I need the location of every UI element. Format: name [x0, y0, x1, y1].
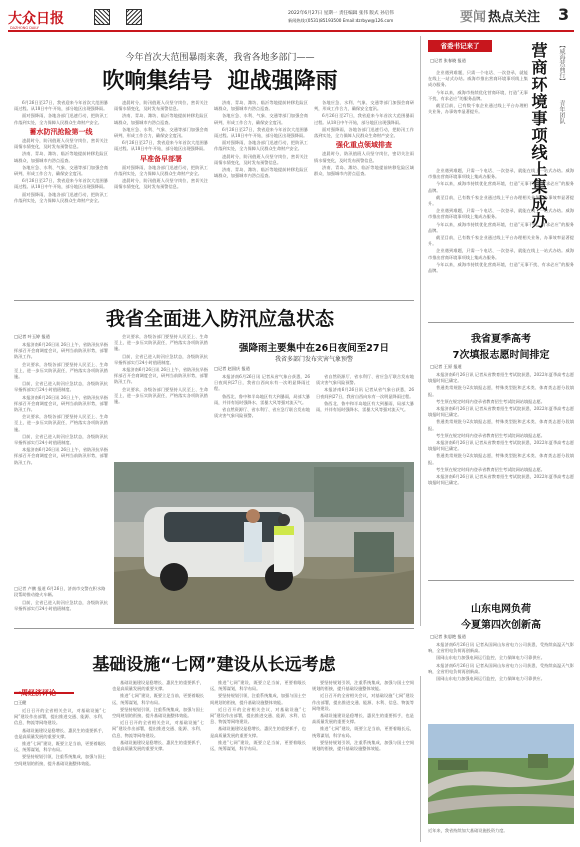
lead-para: 面对强降雨，各地各部门迅速行动，把防汛工作落到实处，全力保障人民群众生命财产安全。 — [14, 113, 108, 125]
bottom-para: 要坚持规划引领，注重系统集成，加强与国土空间规划的衔接，提升基础设施整体效能。 — [312, 680, 414, 692]
lead-subhead-3: 强化重点领域排查 — [336, 141, 392, 150]
sidebar-para: 今年以来，威海市持续优化营商环境，打造“无事不扰、有求必应”的服务品牌。 — [428, 181, 574, 193]
logo-text: 大众日报 — [8, 11, 64, 27]
main-byline: □记者 叶玉婷 报道 — [14, 334, 50, 339]
bottom-headline: 基础设施“七网”建设从长远考虑 — [92, 655, 336, 675]
main-para: 目前，全省已进入防汛应急状态，各级防汛抗旱指挥部实行24小时值班制度。 — [14, 600, 108, 612]
lead-para: 凌晨时分，防汛值班人员坚守岗位，密切关注雨情水情变化，及时发布预警信息。 — [114, 178, 208, 190]
lead-para: 各地应急、水利、气象、交通等部门加强会商研判，形成工作合力，确保安全度汛。 — [314, 100, 414, 112]
exam-para: 普通类常规批分2次填报志愿，特殊类型批和艺术类、体育类志愿分段填报。 — [428, 453, 574, 465]
lead-col-4 — [314, 100, 414, 300]
lead-col-2 — [114, 100, 208, 300]
weather-col-2 — [316, 374, 414, 460]
sidebar-para: 截至目前，已有数千家企业通过线上平台办理相关业务，办事效率显著提升。 — [428, 103, 528, 115]
bottom-para: 要坚持规划引领，注重系统集成，加强与国土空间规划的衔接，提升基础设施整体效能。 — [210, 693, 306, 705]
exam-byline: □记者 王原 报道 — [430, 364, 462, 369]
power-headline-2: 今夏第四次创新高 — [461, 620, 541, 631]
power-headline: 山东电网负荷 — [471, 604, 531, 615]
bottom-para: 要坚持规划引领，注重系统集成，加强与国土空间规划的衔接，提升基础设施整体效能。 — [112, 706, 204, 719]
bottom-para: 近日召开的全省相关会议，对基础设施“七网”建设作出部署，提出推进交通、能源、水利、信息、物流等网络建设。 — [112, 720, 204, 738]
page-number: 3 — [558, 5, 570, 24]
exam-para: 本报济南6月26日讯 记者从省教育招生考试院获悉，2022年夏季高考志愿填报时间已确定。 — [428, 406, 574, 418]
bottom-para: 推进“七网”建设，既要立足当前，更要着眼长远，统筹谋划，科学布局。 — [112, 693, 204, 705]
weather-para: 鲁西北、鲁中和半岛地区有大到暴雨，局部大暴雨，并伴有短时强降水、雷暴大风等强对流天气。 — [316, 400, 414, 413]
lead-bottom-rule — [14, 300, 414, 301]
bottom-para: 推进“七网”建设，既要立足当前，更要着眼长远，统筹谋划，科学布局。 — [312, 726, 414, 738]
sidebar-vertical-sub: 【威海营商行】 — [558, 42, 565, 84]
sidebar-para: 企业遇到难题，只需一个电话、一次登录，就能在线上一站式办结。威海市推出营商环境事项线上集成办服务。 — [428, 208, 574, 220]
lead-para: 各地应急、水利、气象、交通等部门加强会商研判，形成工作合力，确保安全度汛。 — [114, 126, 208, 139]
lead-para: 济南、青岛、潍坊、临沂等地提前转移危险区域群众，加强城市内涝点巡查。 — [214, 100, 308, 112]
lead-col-1 — [14, 100, 108, 300]
exam-para: 普通类常规批分2次填报志愿，特殊类型批和艺术类、体育类志愿分段填报。 — [428, 385, 574, 397]
newspaper-logo — [8, 8, 64, 28]
sidebar-para: 截至目前，已有数千家企业通过线上平台办理相关业务，办事效率显著提升。 — [428, 235, 574, 247]
lead-para: 各地应急、水利、气象、交通等部门加强会商研判，形成工作合力，确保安全度汛。 — [14, 164, 108, 177]
exam-para: 考生须在规定时间内登录省教育招生考试院网站填报志愿。 — [436, 398, 545, 404]
main-para: 本报济南6月26日讯 26日上午，省防汛抗旱指挥部召开会商调度会议，研判当前防汛形势，部署防汛工作。 — [114, 367, 208, 385]
sidebar-rule-2 — [428, 580, 574, 581]
sidebar-vertical-sub2: 青年团队 — [558, 100, 565, 124]
power-para: 国网山东电力加强电网运行监控，全力保障电力可靠供应。 — [436, 655, 545, 661]
lead-col-3 — [214, 100, 308, 300]
bottom-divider — [420, 676, 421, 842]
highway-photo-illustration — [428, 724, 574, 824]
sidebar-body-top — [428, 70, 528, 166]
sidebar-para: 今年以来，威海市持续优化营商环境，打造“无事不扰、有求必应”的服务品牌。 — [428, 221, 574, 233]
bottom-para: 近日召开的全省相关会议，对基础设施“七网”建设作出部署，提出推进交通、能源、水利、信息、物流等网络建设。 — [14, 708, 106, 726]
lead-para: 济南、青岛、潍坊、临沂等地提前转移危险区域群众，加强城市内涝点巡查。 — [114, 113, 208, 125]
bottom-col-4 — [312, 680, 414, 840]
main-col-2 — [114, 334, 208, 454]
lead-para: 面对强降雨，各地各部门迅速行动，把防汛工作落到实处，全力保障人民群众生命财产安全。 — [214, 140, 308, 152]
bottom-para: 要坚持规划引领，注重系统集成，加强与国土空间规划的衔接，提升基础设施整体效能。 — [312, 739, 414, 752]
sidebar-para: 企业遇到难题，只需一个电话、一次登录，就能在线上一站式办结。威海市推出营商环境事项线上集成办服务。 — [428, 248, 574, 260]
sidebar-vertical-title: 营商环境事项线上集成办 — [529, 42, 548, 229]
bottom-para: 基础设施建设是稳增长、惠民生的重要抓手，也是高质量发展的重要支撑。 — [210, 726, 306, 738]
power-para: 本报济南6月26日讯 记者从国网山东省电力公司获悉，受持续高温天气影响，全省用电负荷再创新高。 — [428, 662, 574, 674]
main-para: 目前，全省已进入防汛应急状态，各级防汛抗旱指挥部实行24小时值班制度。 — [14, 433, 108, 446]
bottom-para: 推进“七网”建设，既要立足当前，更要着眼长远，统筹谋划，科学布局。 — [210, 739, 306, 752]
meta-line-2: 新闻热线:(0531)85193500 Email:dzrbyw@126.com — [288, 18, 394, 23]
sidebar-para: 企业遇到难题，只需一个电话、一次登录，就能在线上一站式办结。威海市推出营商环境事项线上集成办服务。 — [428, 168, 574, 180]
weather-para: 省自然资源厅、省水利厅、省应急厅联合发布地质灾害气象风险预警。 — [214, 407, 310, 419]
lead-kicker: 今年首次大范围暴雨来袭，我省各地多部门—— — [125, 53, 315, 63]
lead-para: 6月26日至27日，我省迎来今年首次大范围暴雨过程。从18日中午开始，部分地区出现强降雨。 — [14, 178, 108, 190]
mid-rule — [14, 628, 414, 629]
bottom-col-3 — [210, 680, 306, 840]
bottom-para: 要坚持规划引领，注重系统集成，加强与国土空间规划的衔接，提升基础设施整体效能。 — [14, 754, 106, 766]
main-para: 本报济南6月26日讯 26日上午，省防汛抗旱指挥部召开会商调度会议，研判当前防汛形势，部署防汛工作。 — [14, 447, 108, 465]
lead-para: 面对强降雨，各地各部门迅速行动，把防汛工作落到实处，全力保障人民群众生命财产安全。 — [14, 191, 108, 203]
weather-para: 本报济南6月26日讯 记者从省气象台获悉，26日夜间到27日，我省自西向东有一次明显降雨过程。 — [316, 387, 414, 399]
exam-para: 本报济南6月26日讯 记者从省教育招生考试院获悉，2022年夏季高考志愿填报时间已确定。 — [428, 440, 574, 452]
sidebar-byline: □记者 张春晓 报道 — [430, 58, 466, 63]
bottom-para: 近日召开的全省相关会议，对基础设施“七网”建设作出部署，提出推进交通、能源、水利、信息、物流等网络建设。 — [210, 706, 306, 725]
main-para: 会议要求，各级各部门要坚持人民至上、生命至上，进一步压实防汛责任，严格落实各项防汛措施。 — [14, 414, 108, 432]
exam-para: 本报济南6月26日讯 记者从省教育招生考试院获悉，2022年夏季高考志愿填报时间已确定。 — [428, 474, 574, 486]
main-para: 本报济南6月26日讯 26日上午，省防汛抗旱指挥部召开会商调度会议，研判当前防汛形势，部署防汛工作。 — [14, 342, 108, 360]
lead-para: 济南、青岛、潍坊、临沂等地提前转移危险区域群众，加强城市内涝点巡查。 — [314, 164, 414, 177]
exam-para: 考生须在规定时间内登录省教育招生考试院网站填报志愿。 — [436, 432, 545, 438]
lead-para: 6月26日至27日，我省迎来今年首次大范围暴雨过程。从18日中午开始，部分地区出现强降雨。 — [214, 126, 308, 139]
sidebar-para: 截至目前，已有数千家企业通过线上平台办理相关业务，办事效率显著提升。 — [428, 194, 574, 207]
column-tag-label: 一周经济评论 — [14, 689, 56, 697]
lead-para: 面对强降雨，各地各部门迅速行动，把防汛工作落到实处，全力保障人民群众生命财产安全。 — [314, 126, 414, 139]
sidebar-para: 今年以来，威海市持续优化营商环境，打造“无事不扰、有求必应”的服务品牌。 — [428, 89, 528, 101]
lead-para: 凌晨时分，防汛值班人员坚守岗位，密切关注雨情水情变化，及时发布预警信息。 — [14, 138, 108, 150]
photo-caption: □记者 卢鹏 报道 6月26日，济南市交警在积水路段帮助推动熄火车辆。 — [14, 586, 106, 597]
qr-code-icon-2 — [126, 9, 142, 25]
exam-headline: 我省夏季高考 — [471, 334, 531, 345]
logo-sub: DAZHONG DAILY — [10, 26, 39, 30]
lead-para: 6月26日至27日，我省迎来今年首次大范围暴雨过程。从18日中午开始，部分地区出现强降雨。 — [114, 140, 208, 152]
main-col-1b — [14, 600, 108, 624]
lead-para: 凌晨时分，防汛值班人员坚守岗位，密切关注雨情水情变化，及时发布预警信息。 — [314, 151, 414, 163]
lead-para: 济南、青岛、潍坊、临沂等地提前转移危险区域群众，加强城市内涝点巡查。 — [14, 151, 108, 163]
main-para: 会议要求，各级各部门要坚持人民至上、生命至上，进一步压实防汛责任，严格落实各项防汛措施。 — [114, 334, 208, 352]
bottom-para: 基础设施建设是稳增长、惠民生的重要抓手，也是高质量发展的重要支撑。 — [112, 739, 204, 752]
highway-photo — [428, 724, 574, 824]
lead-para: 6月26日至27日，我省迎来今年首次大范围暴雨过程。从18日中午开始，部分地区出现强降雨。 — [14, 100, 108, 112]
sidebar-divider — [420, 36, 421, 626]
weather-headline: 强降雨主要集中在26日夜间至27日 — [239, 343, 389, 354]
qr-code-icon — [94, 9, 110, 25]
column-tag — [14, 680, 74, 697]
weather-para: 鲁西北、鲁中和半岛地区有大到暴雨，局部大暴雨，并伴有短时强降水、雷暴大风等强对流天气。 — [214, 393, 310, 405]
main-para: 会议要求，各级各部门要坚持人民至上、生命至上，进一步压实防汛责任，严格落实各项防汛措施。 — [114, 386, 208, 405]
bottom-para: 推进“七网”建设，既要立足当前，更要着眼长远，统筹谋划，科学布局。 — [14, 741, 106, 753]
bottom-byline: □王健 — [14, 700, 27, 705]
lead-para: 面对强降雨，各地各部门迅速行动，把防汛工作落到实处，全力保障人民群众生命财产安全。 — [114, 164, 208, 177]
power-para: 本报济南6月26日讯 记者从国网山东省电力公司获悉，受持续高温天气影响，全省用电负荷再创新高。 — [428, 642, 574, 654]
sidebar-body-bottom — [428, 168, 574, 318]
lead-para: 6月26日至27日，我省迎来今年首次大范围暴雨过程。从18日中午开始，部分地区出现强降雨。 — [314, 113, 414, 125]
power-byline: □记者 张思艳 报道 — [430, 634, 466, 639]
main-para: 目前，全省已进入防汛应急状态，各级防汛抗旱指挥部实行24小时值班制度。 — [114, 353, 208, 365]
lead-para: 凌晨时分，防汛值班人员坚守岗位，密切关注雨情水情变化，及时发布预警信息。 — [114, 100, 208, 112]
bottom-para: 基础设施建设是稳增长、惠民生的重要抓手，也是高质量发展的重要支撑。 — [14, 727, 106, 739]
exam-headline-2: 7次填报志愿时间排定 — [452, 350, 550, 361]
lead-subhead-2: 早准备早部署 — [140, 154, 182, 163]
weather-para: 省自然资源厅、省水利厅、省应急厅联合发布地质灾害气象风险预警。 — [316, 374, 414, 386]
power-para: 国网山东电力加强电网运行监控，全力保障电力可靠供应。 — [436, 676, 545, 682]
bottom-para: 推进“七网”建设，既要立足当前，更要着眼长远，统筹谋划，科学布局。 — [210, 680, 306, 692]
bottom-col-2 — [112, 680, 204, 840]
power-body — [428, 642, 574, 720]
flood-photo-illustration — [114, 462, 414, 624]
weather-byline: □记者 赵国庆 报道 — [214, 366, 250, 371]
exam-para: 考生须在规定时间内登录省教育招生考试院网站填报志愿。 — [436, 466, 545, 472]
sidebar-tag — [428, 40, 492, 52]
flood-photo — [114, 462, 414, 624]
bottom-para: 基础设施建设是稳增长、惠民生的重要抓手，也是高质量发展的重要支撑。 — [312, 713, 414, 725]
weather-para: 本报济南6月26日讯 记者从省气象台获悉，26日夜间到27日，我省自西向东有一次明显降雨过程。 — [214, 374, 310, 392]
section-main: 要闻 — [460, 10, 487, 25]
main-col-1 — [14, 342, 108, 582]
sidebar-tag-label: 省委书记来了 — [440, 42, 480, 50]
main-para: 会议要求，各级各部门要坚持人民至上、生命至上，进一步压实防汛责任，严格落实各项防汛措施。 — [14, 361, 108, 380]
sidebar-para: 今年以来，威海市持续优化营商环境，打造“无事不扰、有求必应”的服务品牌。 — [428, 261, 574, 274]
highway-caption: 近年来，我省持续加大基础设施投资力度。 — [428, 828, 508, 833]
sidebar-rule-1 — [428, 322, 574, 323]
exam-para: 本报济南6月26日讯 记者从省教育招生考试院获悉，2022年夏季高考志愿填报时间已确定。 — [428, 372, 574, 384]
lead-para: 各地应急、水利、气象、交通等部门加强会商研判，形成工作合力，确保安全度汛。 — [214, 113, 308, 125]
lead-headline: 吹响集结号 迎战强降雨 — [102, 69, 338, 94]
meta-line-1: 2022年6月27日 星期一 责任编辑 张伟 版式 孙启伟 — [288, 11, 394, 16]
main-para: 本报济南6月26日讯 26日上午，省防汛抗旱指挥部召开会商调度会议，研判当前防汛形势，部署防汛工作。 — [14, 394, 108, 413]
bottom-para: 近日召开的全省相关会议，对基础设施“七网”建设作出部署，提出推进交通、能源、水利、信息、物流等网络建设。 — [312, 693, 414, 711]
main-para: 目前，全省已进入防汛应急状态，各级防汛抗旱指挥部实行24小时值班制度。 — [14, 381, 108, 393]
main-headline: 我省全面进入防汛应急状态 — [105, 308, 334, 330]
bottom-para: 基础设施建设是稳增长、惠民生的重要抓手，也是高质量发展的重要支撑。 — [112, 680, 204, 692]
exam-body — [428, 372, 574, 572]
weather-col-1 — [214, 374, 310, 460]
lead-para: 济南、青岛、潍坊、临沂等地提前转移危险区域群众，加强城市内涝点巡查。 — [214, 167, 308, 179]
lead-para: 凌晨时分，防汛值班人员坚守岗位，密切关注雨情水情变化，及时发布预警信息。 — [214, 153, 308, 165]
exam-para: 普通类常规批分2次填报志愿，特殊类型批和艺术类、体育类志愿分段填报。 — [428, 419, 574, 431]
bottom-col-1 — [14, 708, 106, 840]
section-sub: 热点关注 — [488, 10, 541, 25]
weather-subline: 我省多部门发布灾害气象预警 — [274, 356, 353, 363]
lead-subhead-1: 蓄水防汛抢险第一线 — [29, 127, 93, 136]
sidebar-para: 企业遇到难题，只需一个电话、一次登录，就能在线上一站式办结。威海市推出营商环境事项线上集成办服务。 — [428, 70, 528, 88]
masthead-rule — [8, 30, 574, 32]
